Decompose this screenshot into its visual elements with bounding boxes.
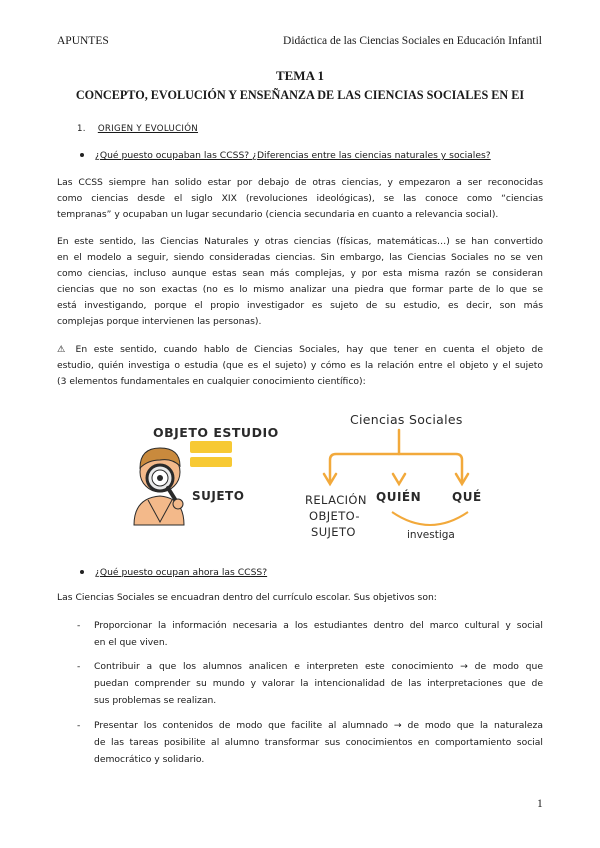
objective-line: Presentar los contenidos de modo que facilite al alumnado → de modo que la naturaleza	[94, 720, 543, 731]
paragraph-line: tempranas” y ocupaban un lugar secundario (ciencia secundaria en cuanto a relevancia social).	[57, 209, 499, 220]
paragraph-4: Las Ciencias Sociales se encuadran dentro del currículo escolar. Sus objetivos son:	[57, 592, 437, 603]
dash-marker: -	[77, 620, 81, 631]
branch-arrows	[324, 430, 468, 484]
paragraph-1	[57, 175, 543, 223]
paragraph-3	[57, 342, 543, 390]
header-left: APUNTES	[57, 35, 109, 47]
page-number: 1	[537, 798, 543, 810]
objeto-estudio-label: OBJETO ESTUDIO	[153, 425, 279, 440]
relacion-label-1: RELACIÓN	[305, 493, 367, 507]
bullet-dot-icon	[80, 570, 84, 574]
quien-label: QUIÉN	[376, 490, 422, 504]
paragraph-line: en el modelo a seguir, siendo consideradas ciencias. Sin embargo, las Ciencias Sociales no se ven	[57, 252, 543, 263]
que-label: QUÉ	[452, 490, 482, 504]
section-label: ORIGEN Y EVOLUCIÓN	[97, 124, 199, 134]
paragraph-line: como ciencias, incluso aunque estas sean más complejas, y por esta misma razón se consideran	[57, 268, 543, 279]
page-title: CONCEPTO, EVOLUCIÓN Y ENSEÑANZA DE LAS CIENCIAS SOCIALES EN EI	[75, 88, 525, 102]
bullet-dot-icon	[80, 153, 84, 157]
ciencias-sociales-label: Ciencias Sociales	[350, 412, 463, 427]
investiga-curve	[392, 512, 468, 525]
objective-line: en el que viven.	[94, 637, 168, 648]
section-number: 1.	[77, 124, 86, 134]
paragraph-line: (3 elementos fundamentales en cualquier conocimiento científico):	[57, 376, 366, 387]
tema-heading: TEMA 1	[275, 68, 325, 83]
question-bullet-2	[80, 567, 267, 578]
investigator-with-magnifier-icon	[134, 448, 184, 525]
section-heading	[77, 124, 198, 134]
paragraph-line: como ciencias desde el siglo XIX (revoluciones ideológicas), se las conoce como “ciencias	[57, 193, 543, 204]
paragraph-line: ciencias que no son exactas (no es lo mismo analizar una piedra que formar parte de lo que se	[57, 284, 543, 295]
objective-line: Proporcionar la información necesaria a los estudiantes dentro del marco cultural y social	[94, 620, 543, 631]
relacion-label-3: SUJETO	[311, 525, 356, 539]
question-1-text: ¿Qué puesto ocupaban las CCSS? ¿Diferencias entre las ciencias naturales y sociales?	[95, 150, 491, 161]
paragraph-line: Las CCSS siempre han solido estar por debajo de otras ciencias, y empezaron a ser reconocidas	[57, 177, 543, 188]
concept-diagram	[120, 400, 520, 550]
sticky-note-icon	[190, 441, 232, 467]
paragraph-2	[57, 234, 543, 330]
sujeto-label: SUJETO	[192, 489, 245, 503]
objective-line: democrático y solidario.	[94, 754, 205, 765]
dash-marker: -	[77, 720, 81, 731]
relacion-label-2: OBJETO-	[309, 509, 360, 523]
header-right: Didáctica de las Ciencias Sociales en Educación Infantil	[283, 35, 542, 47]
paragraph-line: ⚠ En este sentido, cuando hablo de Ciencias Sociales, hay que tener en cuenta el objeto de	[57, 344, 543, 355]
paragraph-line: complejas porque intervienen las personas).	[57, 316, 262, 327]
objective-line: Contribuir a que los alumnos analicen e interpreten este conocimiento → de modo que	[94, 661, 543, 672]
paragraph-line: En este sentido, las Ciencias Naturales y otras ciencias (físicas, matemáticas…) se han convertido	[57, 236, 543, 247]
investiga-label: investiga	[407, 529, 455, 541]
dash-marker: -	[77, 661, 81, 672]
objective-line: puedan comprender su mundo y valorar la intencionalidad de las interpretaciones que de	[94, 678, 543, 689]
paragraph-line: estudio, quién investiga o estudia (que es el sujeto) y cómo es la relación entre el objeto y el sujeto	[57, 360, 543, 371]
paragraph-line: está investigando, porque el propio investigador es sujeto de su estudio, es decir, son más	[57, 300, 543, 311]
objective-line: sus problemas se realizan.	[94, 695, 217, 706]
objective-line: de las tareas posibilite al alumno transformar sus conocimientos en comportamiento social	[94, 737, 543, 748]
question-2-text: ¿Qué puesto ocupan ahora las CCSS?	[95, 567, 268, 578]
question-bullet-1	[80, 150, 491, 161]
